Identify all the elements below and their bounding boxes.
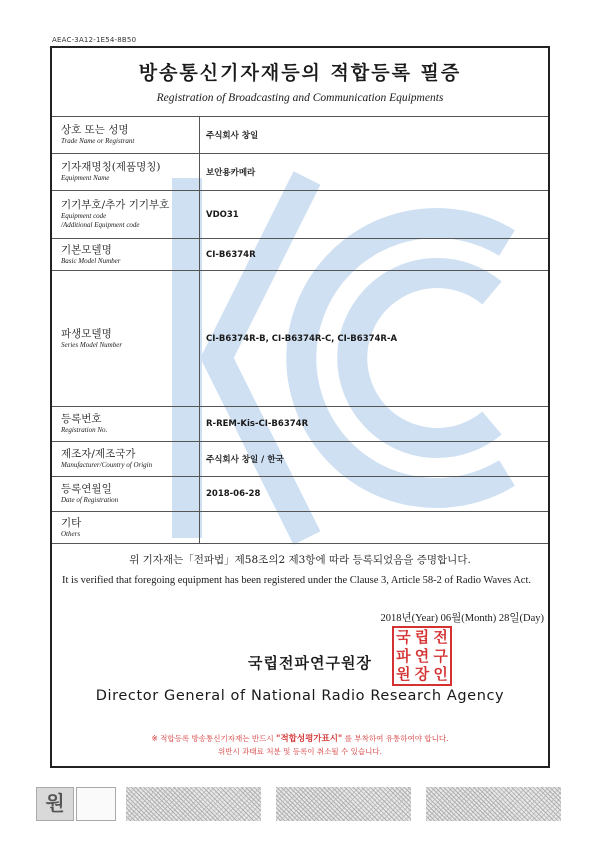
registration-no-value: R-REM-Kis-CI-B6374R <box>200 407 549 442</box>
manufacturer-value: 주식회사 창일 / 한국 <box>200 442 549 477</box>
security-glyph-icon <box>36 787 74 821</box>
table-row <box>52 117 548 154</box>
issue-date: 2018년(Year) 06월(Month) 28일(Day) <box>380 613 544 624</box>
seal-char: 전 <box>433 628 448 646</box>
table-row <box>52 442 548 477</box>
official-seal-icon <box>392 626 452 686</box>
label-english: Registration No. <box>61 426 108 434</box>
seal-char: 연 <box>414 646 430 665</box>
equipment-name-value: 보안용카메라 <box>200 154 549 191</box>
label-korean: 상호 또는 성명 <box>61 124 129 136</box>
label-cell <box>52 407 200 442</box>
table-row <box>52 154 548 191</box>
security-pattern-block <box>276 787 411 821</box>
label-cell <box>52 191 200 239</box>
others-value <box>200 512 549 544</box>
seal-char: 립 <box>414 628 430 646</box>
label-cell <box>52 271 200 407</box>
label-english: Trade Name or Registrant <box>61 137 135 145</box>
seal-char: 원 <box>396 665 411 684</box>
seal-char: 국 <box>396 628 411 646</box>
director-title-english: Director General of National Radio Research Agency <box>95 688 505 704</box>
label-english: Date of Registration <box>61 496 119 504</box>
label-english: Basic Model Number <box>61 256 121 265</box>
security-blank-box <box>76 787 116 821</box>
notice-1-pre: ※ 적합등록 방송통신기자재는 반드시 <box>151 734 277 743</box>
table-row <box>52 407 548 442</box>
label-korean: 등록번호 <box>61 413 102 425</box>
label-cell <box>52 239 200 271</box>
certification-english: It is verified that foregoing equipment has been registered under the Clause 3, Article 58-2 of Radio Waves Act. <box>62 575 531 586</box>
registration-table <box>52 116 548 544</box>
series-model-value: CI-B6374R-B, CI-B6374R-C, CI-B6374R-A <box>200 271 549 407</box>
label-cell <box>52 512 200 544</box>
security-pattern-block <box>426 787 561 821</box>
seal-char: 인 <box>433 665 448 684</box>
label-korean: 등록연월일 <box>61 483 112 495</box>
label-korean: 기타 <box>61 516 82 529</box>
notice-1-bold: "적합성평가표시" <box>276 734 343 744</box>
label-cell <box>52 117 200 154</box>
label-english: Others <box>61 529 81 538</box>
seal-char: 구 <box>433 646 448 665</box>
trade-name-value: 주식회사 창일 <box>200 117 549 154</box>
basic-model-value: CI-B6374R <box>200 239 549 271</box>
seal-char: 파 <box>396 646 411 665</box>
label-korean: 기기부호/추가 기기부호 <box>61 199 170 211</box>
label-english: Series Model Number <box>61 340 123 349</box>
table-row <box>52 239 548 271</box>
label-cell <box>52 477 200 512</box>
notice-line-1 <box>52 732 548 744</box>
label-english: Manufacturer/Country of Origin <box>61 461 153 469</box>
title-english: Registration of Broadcasting and Communication Equipments <box>156 92 444 104</box>
notice-line-2: 위반시 과태료 처분 및 등록이 취소될 수 있습니다. <box>218 747 382 756</box>
label-korean: 기자재명칭(제품명칭) <box>61 161 161 173</box>
security-pattern-block <box>126 787 261 821</box>
table-row <box>52 512 548 544</box>
document-code: AEAC-3A12-1E54-8B50 <box>52 36 137 44</box>
table-row <box>52 477 548 512</box>
certification-korean: 위 기자재는「전파법」제58조의2 제3항에 따라 등록되었음을 증명합니다. <box>129 554 471 566</box>
director-title-korean: 국립전파연구원장 <box>248 654 372 672</box>
table-row <box>52 271 548 407</box>
security-glyph: 원 <box>45 791 65 815</box>
label-cell <box>52 154 200 191</box>
label-korean: 파생모델명 <box>61 327 112 340</box>
notice-1-post: 를 부착하여 유통하여야 합니다. <box>342 734 449 743</box>
label-english: Equipment code <box>61 212 107 220</box>
label-english-2: /Additional Equipment code <box>61 221 140 229</box>
label-korean: 제조자/제조국가 <box>61 448 136 460</box>
certificate-frame <box>50 46 550 768</box>
title-korean: 방송통신기자재등의 적합등록 필증 <box>138 62 462 84</box>
table-row <box>52 191 548 239</box>
registration-date-value: 2018-06-28 <box>200 477 549 512</box>
label-cell <box>52 442 200 477</box>
equipment-code-value: VDO31 <box>200 191 549 239</box>
label-korean: 기본모델명 <box>61 243 112 256</box>
seal-char: 장 <box>414 665 430 684</box>
label-english: Equipment Name <box>61 174 110 182</box>
